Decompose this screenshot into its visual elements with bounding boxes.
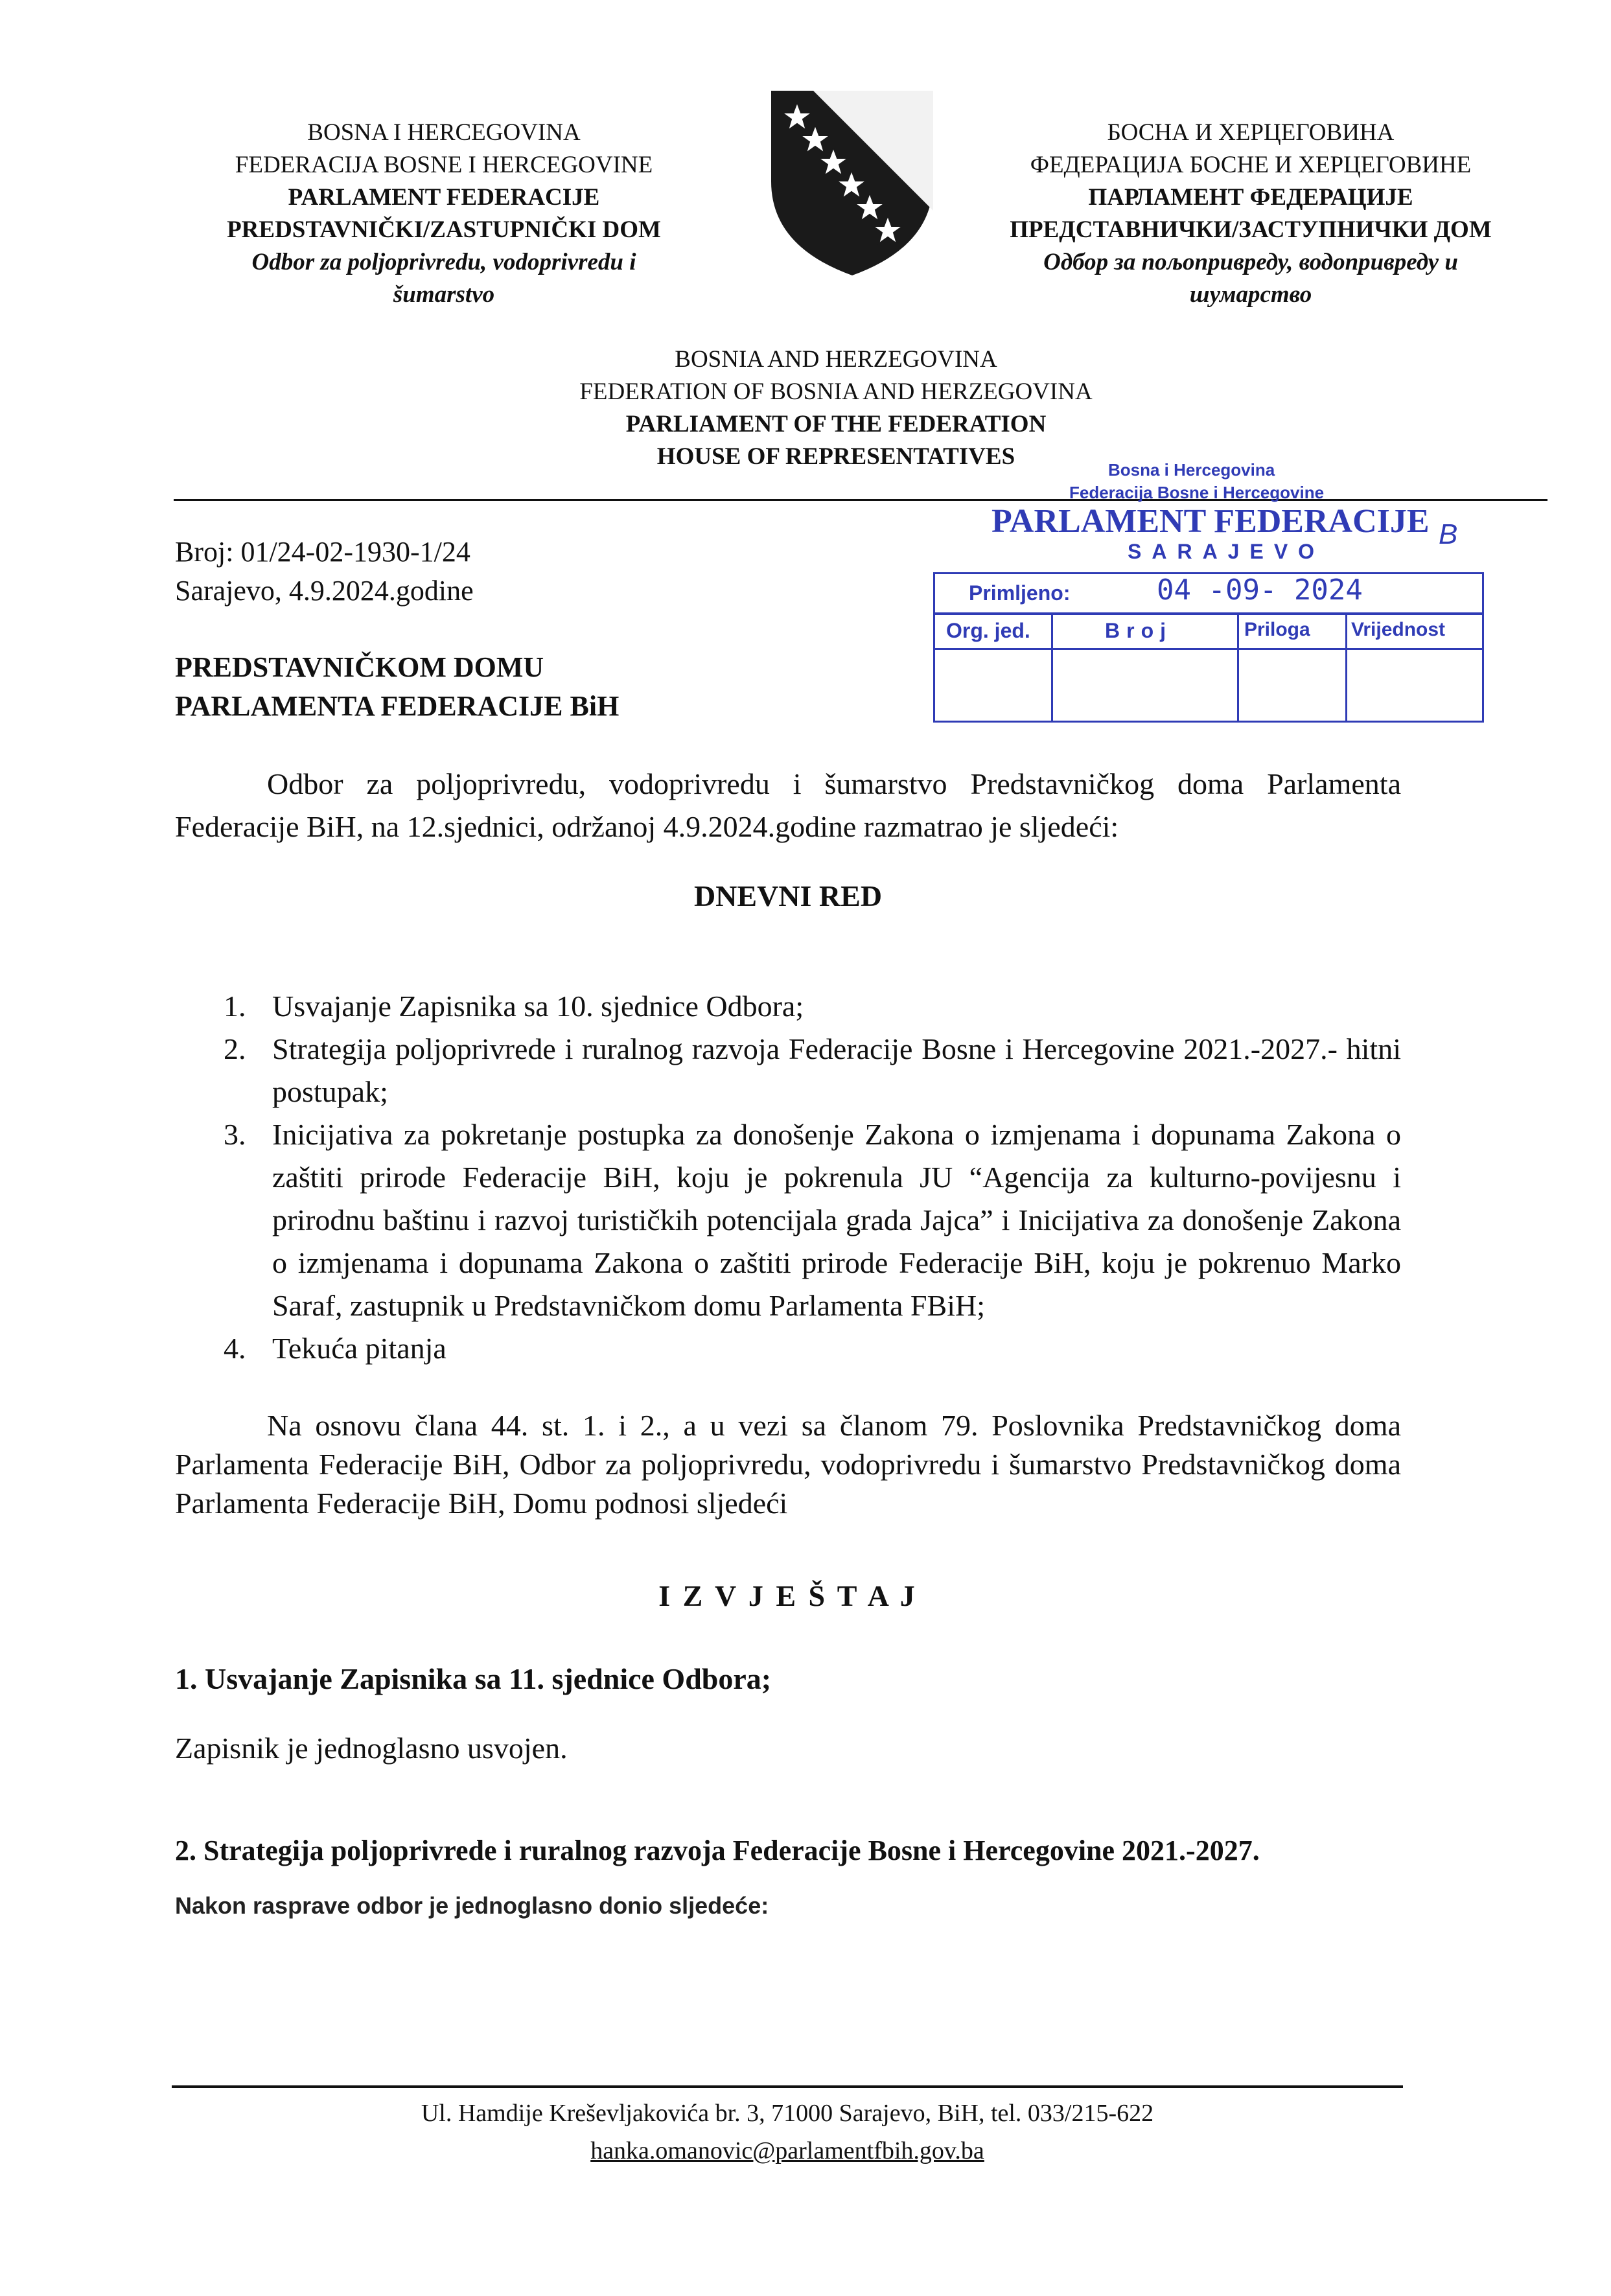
header-left-line3: PARLAMENT FEDERACIJE — [288, 184, 600, 211]
agenda-item — [224, 1028, 1401, 1113]
stamp-col-vrijednost: Vrijednost — [1351, 619, 1446, 640]
header-right — [966, 117, 1536, 311]
section2-title: 2. Strategija poljoprivrede i ruralnog razvoja Federacije Bosne i Hercegovine 2021.-2027. — [175, 1835, 1260, 1866]
document-date: Sarajevo, 4.9.2024.godine — [175, 575, 474, 607]
header-right-line5: Одбор за пољопривреду, водопривреду и — [1043, 249, 1458, 275]
addressee-line2: PARLAMENTA FEDERACIJE BiH — [175, 690, 620, 722]
received-stamp — [933, 457, 1490, 729]
agenda-item-text: Usvajanje Zapisnika sa 10. sjednice Odbora; — [272, 990, 804, 1023]
stamp-city: SARAJEVO — [1128, 540, 1325, 563]
header-left-line2: FEDERACIJA BOSNE I HERCEGOVINE — [235, 152, 653, 178]
header-center-line3: PARLIAMENT OF THE FEDERATION — [625, 411, 1047, 437]
header-center — [454, 343, 1218, 473]
document-meta — [175, 533, 758, 610]
header-left-line6: šumarstvo — [393, 281, 495, 308]
agenda-item-number: 3. — [224, 1118, 246, 1151]
header-left — [162, 117, 726, 311]
stamp-title: PARLAMENT FEDERACIJE — [991, 503, 1430, 540]
header-center-line4: HOUSE OF REPRESENTATIVES — [656, 443, 1015, 470]
header-right-line1: БОСНА И ХЕРЦЕГОВИНА — [1107, 119, 1395, 146]
header-center-line2: FEDERATION OF BOSNIA AND HERZEGOVINA — [579, 378, 1093, 405]
header-right-line6: шумарство — [1189, 281, 1312, 308]
stamp-col-priloga: Priloga — [1244, 619, 1310, 640]
agenda-item — [224, 985, 1401, 1028]
agenda-item — [224, 1113, 1401, 1327]
header-center-line1: BOSNIA AND HERZEGOVINA — [675, 346, 997, 373]
coat-of-arms-icon — [765, 84, 940, 279]
header-right-line4: ПРЕДСТАВНИЧКИ/ЗАСТУПНИЧКИ ДОМ — [1010, 216, 1492, 243]
coat-of-arms — [765, 84, 940, 279]
stamp-col-org: Org. jed. — [946, 619, 1030, 642]
addressee-line1: PREDSTAVNIČKOM DOMU — [175, 651, 544, 683]
stamp-small-line1: Bosna i Hercegovina — [1108, 460, 1275, 480]
footer-address: Ul. Hamdije Kreševljakovića br. 3, 71000 Sarajevo, BiH, tel. 033/215-622 — [421, 2100, 1154, 2127]
header-left-line1: BOSNA I HERCEGOVINA — [307, 119, 581, 146]
agenda-title: DNEVNI RED — [693, 879, 883, 912]
agenda-item-text: Strategija poljoprivrede i ruralnog razvoja Federacije Bosne i Hercegovine 2021.-2027.- hitni postupak; — [272, 1032, 1401, 1108]
basis-paragraph: Na osnovu člana 44. st. 1. i 2., a u vezi sa članom 79. Poslovnika Predstavničkog doma Parlamenta Federacije BiH, Odbor za poljoprivredu, vodoprivredu i šumarstvo Predstavničkog doma Parlamenta Federacije BiH, Domu podnosi sljedeći — [175, 1409, 1401, 1520]
footer-email-link[interactable]: hanka.omanovic@parlamentfbih.gov.ba — [590, 2137, 984, 2164]
report-title: I Z V J E Š T A J — [658, 1579, 918, 1612]
agenda-list — [224, 985, 1401, 1370]
intro-paragraph: Odbor za poljoprivredu, vodoprivredu i šumarstvo Predstavničkog doma Parlamenta Federacije BiH, na 12.sjednici, održanoj 4.9.2024.godine razmatrao je sljedeći: — [175, 767, 1401, 843]
stamp-col-broj: Broj — [1105, 619, 1172, 642]
agenda-item-text: Inicijativa za pokretanje postupka za donošenje Zakona o izmjenama i dopunama Zakona o zaštiti prirode Federacije BiH, koju je pokrenula JU “Agencija za kulturno-povijesnu i prirodnu baštinu i razvoj turističkih potencijala grada Jajca” i Inicijativa za donošenje Zakona o izmjenama i dopunama Zakona o zaštiti prirode Federacije BiH, koju je pokrenuo Marko Saraf, zastupnik u Predstavničkom domu Parlamenta FBiH; — [272, 1118, 1401, 1322]
header-right-line3: ПАРЛАМЕНТ ФЕДЕРАЦИЈЕ — [1088, 184, 1413, 211]
agenda-item-text: Tekuća pitanja — [272, 1332, 446, 1365]
stamp-small-line2: Federacija Bosne i Hercegovine — [1069, 483, 1325, 502]
addressee — [175, 648, 953, 726]
agenda-item-number: 4. — [224, 1332, 246, 1365]
section1-title: 1. Usvajanje Zapisnika sa 11. sjednice Odbora; — [175, 1662, 772, 1695]
stamp-received-date: 04 -09- 2024 — [1157, 574, 1363, 607]
agenda-item-number: 1. — [224, 990, 246, 1023]
agenda-item — [224, 1327, 1401, 1370]
section1-text: Zapisnik je jednoglasno usvojen. — [175, 1732, 568, 1765]
header-right-line2: ФЕДЕРАЦИЈА БОСНЕ И ХЕРЦЕГОВИНЕ — [1030, 152, 1472, 178]
footer — [172, 2094, 1403, 2170]
footer-divider — [172, 2085, 1403, 2088]
header-left-line4: PREDSTAVNIČKI/ZASTUPNIČKI DOM — [227, 216, 661, 243]
section2-text: Nakon rasprave odbor je jednoglasno donio sljedeće: — [175, 1892, 769, 1919]
header-left-line5: Odbor za poljoprivredu, vodoprivredu i — [251, 249, 636, 275]
agenda-item-number: 2. — [224, 1032, 246, 1065]
stamp-mark: B — [1439, 518, 1458, 550]
stamp-received-label: Primljeno: — [969, 581, 1071, 605]
document-number: Broj: 01/24-02-1930-1/24 — [175, 536, 470, 568]
